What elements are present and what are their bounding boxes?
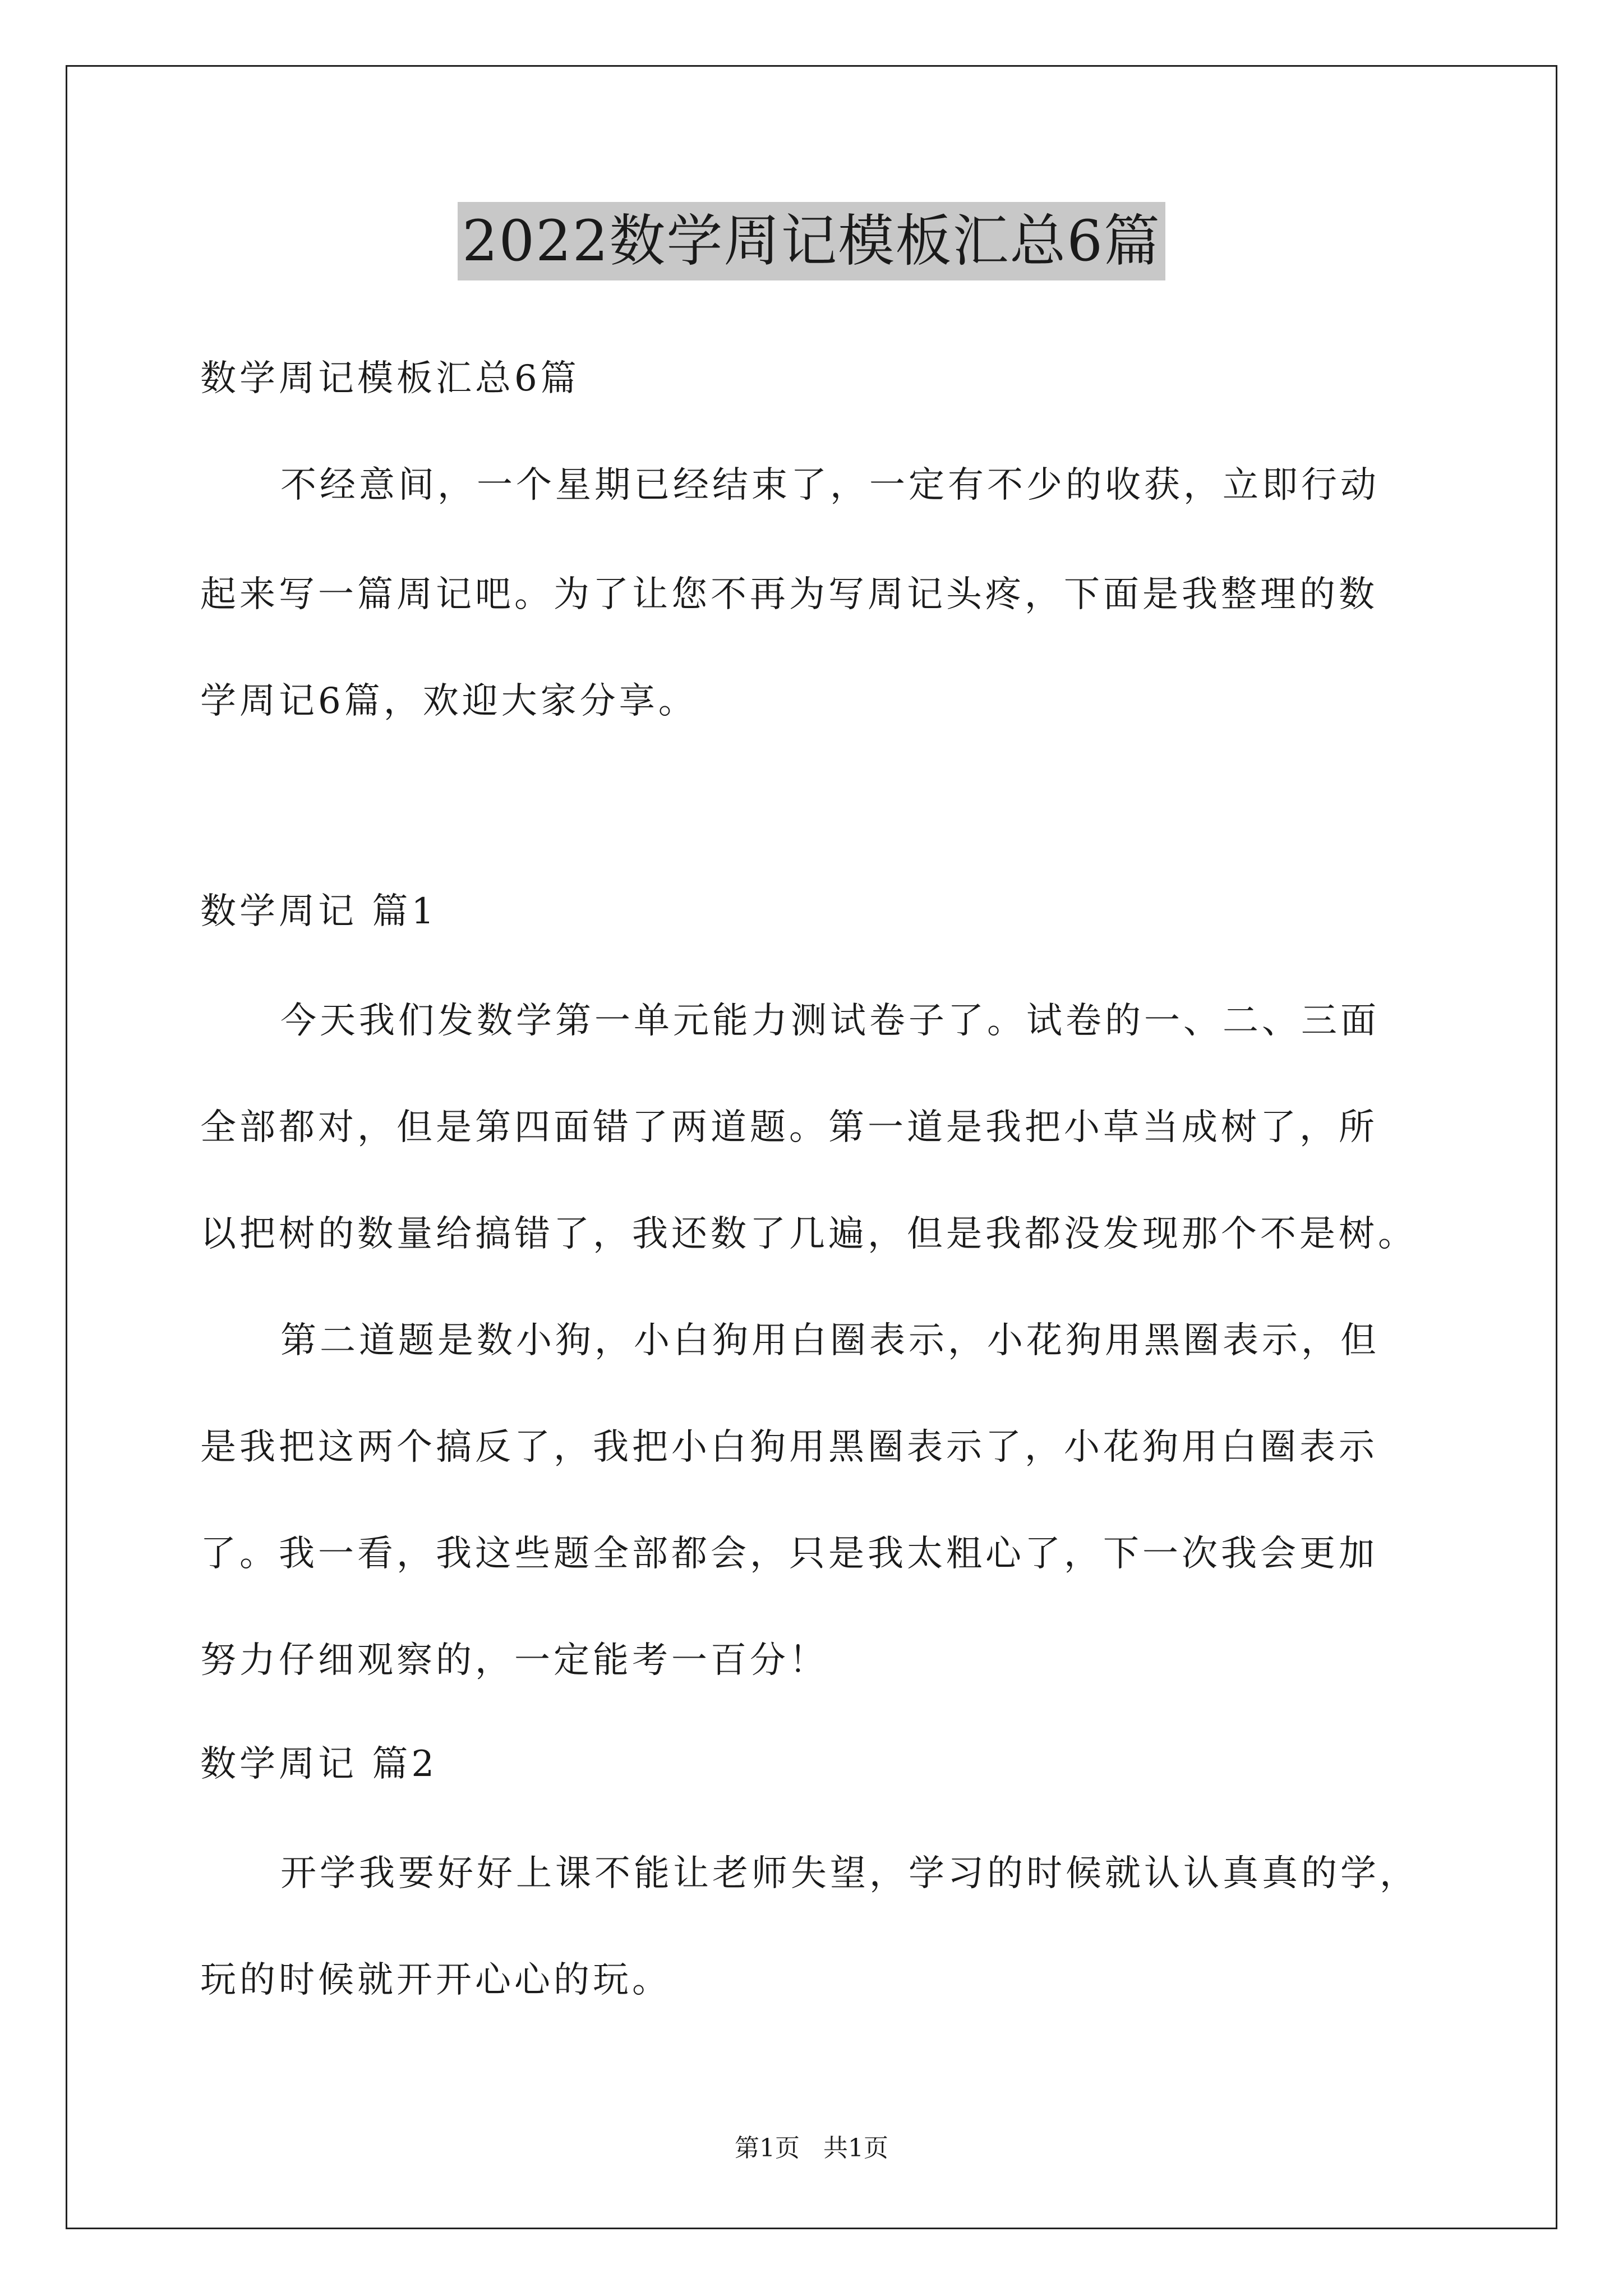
title-block — [0, 202, 1623, 280]
intro-line-2: 起来写一篇周记吧。为了让您不再为写周记头疼，下面是我整理的数 — [200, 574, 1378, 615]
section1-line-6: 了。我一看，我这些题全部都会，只是我太粗心了，下一次我会更加 — [200, 1533, 1378, 1575]
section-heading-1: 数学周记 篇1 — [200, 891, 438, 932]
document-title: 2022数学周记模板汇总6篇 — [458, 202, 1165, 280]
section-heading-2: 数学周记 篇2 — [200, 1743, 438, 1785]
section1-line-5: 是我把这两个搞反了，我把小白狗用黑圈表示了，小花狗用白圈表示 — [200, 1427, 1378, 1468]
section1-line-3: 以把树的数量给搞错了，我还数了几遍，但是我都没发现那个不是树。 — [200, 1213, 1417, 1255]
intro-line-3: 学周记6篇，欢迎大家分享。 — [200, 680, 698, 722]
section1-line-2: 全部都对，但是第四面错了两道题。第一道是我把小草当成树了，所 — [200, 1107, 1378, 1148]
page-footer: 第1页 共1页 — [735, 2134, 888, 2162]
section1-line-7: 努力仔细观察的，一定能考一百分！ — [200, 1640, 828, 1681]
section2-line-1: 开学我要好好上课不能让老师失望，学习的时候就认认真真的学， — [280, 1853, 1419, 1894]
section2-line-2: 玩的时候就开开心心的玩。 — [200, 1959, 671, 2001]
section1-line-1: 今天我们发数学第一单元能力测试卷子了。试卷的一、二、三面 — [280, 1000, 1380, 1042]
subtitle-line: 数学周记模板汇总6篇 — [200, 358, 580, 399]
intro-line-1: 不经意间，一个星期已经结束了，一定有不少的收获，立即行动 — [280, 464, 1380, 506]
section1-line-4: 第二道题是数小狗，小白狗用白圈表示，小花狗用黑圈表示，但 — [280, 1320, 1380, 1361]
